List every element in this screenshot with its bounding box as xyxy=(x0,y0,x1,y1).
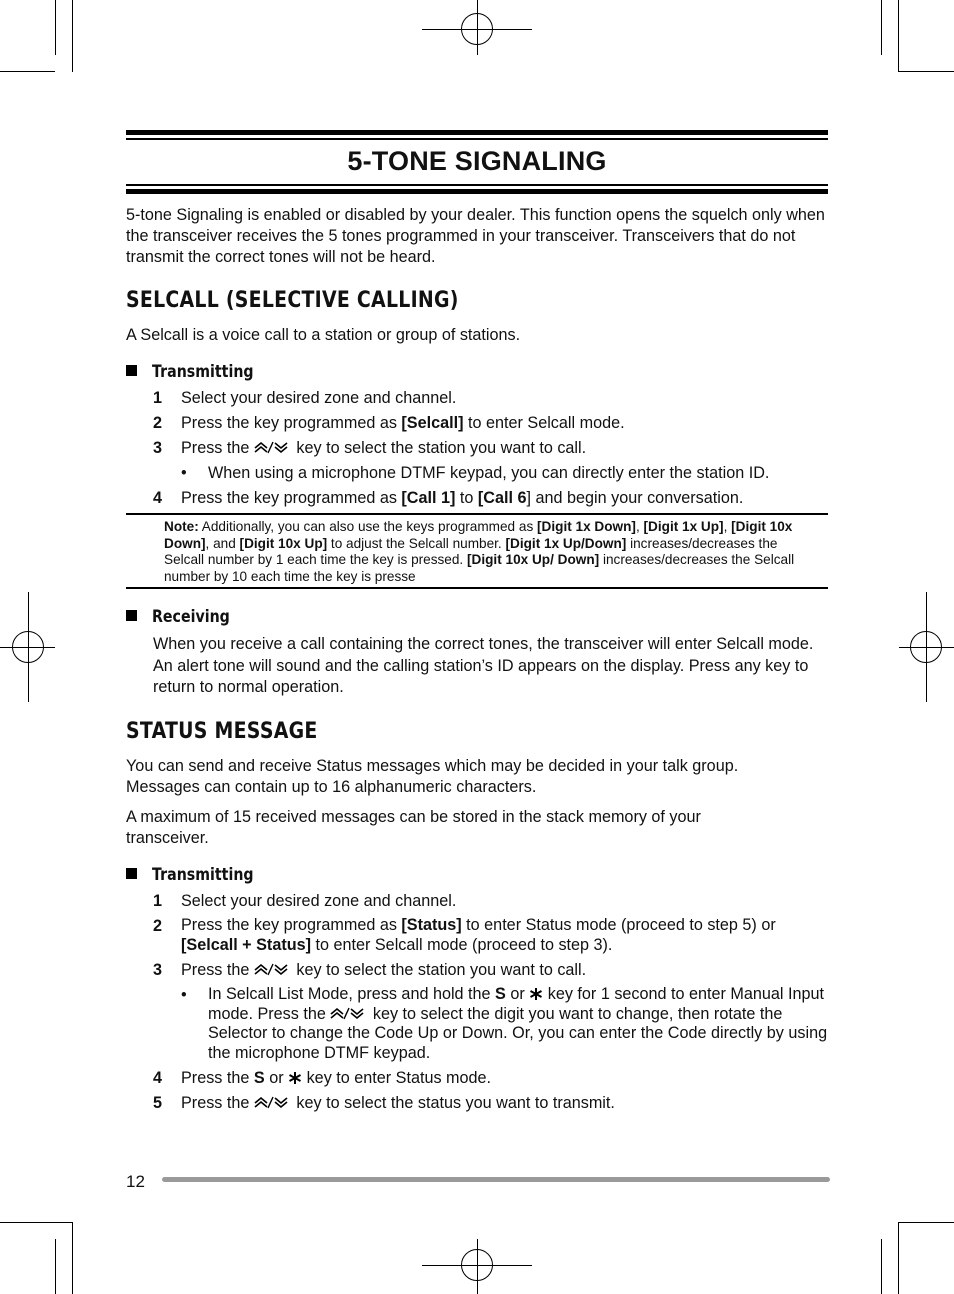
status-transmitting-heading: Transmitting xyxy=(126,865,270,884)
selcall-description: A Selcall is a voice call to a station or group of stations. xyxy=(126,326,521,344)
status-paragraph-1: You can send and receive Status messages which may be decided in your talk group. Messages can contain up to 16 alphanumeric characters. xyxy=(126,757,739,796)
intro-paragraph: 5-tone Signaling is enabled or disabled by your dealer. This function opens the squelch only when the transceiver receives the 5 tones programmed in your transceiver. Transceivers that do not transmit the correct tones will not be heard. xyxy=(126,206,825,266)
selcall-transmitting-heading: Transmitting xyxy=(126,362,270,381)
title-rule-top-thick xyxy=(126,130,828,135)
receiving-paragraph: When you receive a call containing the correct tones, the transceiver will enter Selcall mode. An alert tone will sound and the calling station’s ID appears on the display. Press any key to return to normal operation. xyxy=(153,635,814,696)
page-title: 5-TONE SIGNALING xyxy=(347,146,607,176)
up-down-arrow-keys-icon xyxy=(254,962,292,977)
page-number: 12 xyxy=(126,1172,145,1191)
status-paragraph-2: A maximum of 15 received messages can be stored in the stack memory of your transceiver. xyxy=(126,808,701,847)
selcall-receiving-heading: Receiving xyxy=(126,607,243,626)
square-bullet-icon xyxy=(126,868,137,879)
up-down-arrow-keys-icon xyxy=(254,440,292,455)
title-rule-bottom-thin xyxy=(126,184,828,186)
selcall-note-box xyxy=(126,513,828,589)
footer-rule xyxy=(162,1177,830,1182)
up-down-arrow-keys-icon xyxy=(254,1095,292,1110)
square-bullet-icon xyxy=(126,610,137,621)
note-text: Note: Additionally, you can also use the keys programmed as [Digit 1x Down], [Digit 1x Up], [Digit 10x Down], and [Digit 10x Up] to adjust the Selcall number. [Digit 1x Up/Down] increases/decreases the Selcall number by 1 each time the key is pressed. [Digit 10x Up/ Down] increases/decreases the Selcall number by 10 each time the key is presse xyxy=(164,519,795,584)
asterisk-key-icon xyxy=(288,1071,302,1085)
square-bullet-icon xyxy=(126,365,137,376)
title-rule-top-thin xyxy=(126,138,828,140)
key-label: [Selcall] xyxy=(401,414,464,432)
title-rule-bottom-thick xyxy=(126,189,828,194)
status-message-heading: STATUS MESSAGE xyxy=(126,719,318,744)
selcall-heading: SELCALL (SELECTIVE CALLING) xyxy=(126,288,459,313)
up-down-arrow-keys-icon xyxy=(330,1006,368,1021)
asterisk-key-icon xyxy=(529,987,543,1001)
